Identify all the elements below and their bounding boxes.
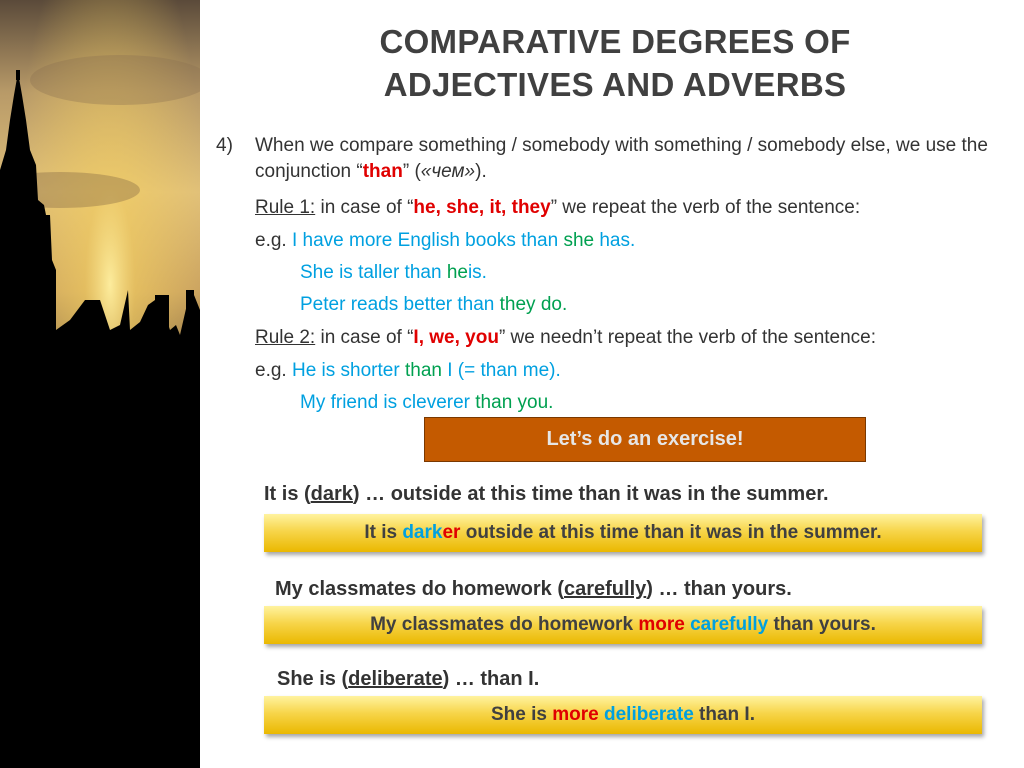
point-text-a: When we compare something / somebody with something / somebody else, we use the conjunction “	[255, 135, 988, 182]
question-text-a: My classmates do homework (	[275, 578, 564, 600]
rule1-label: Rule 1:	[255, 197, 316, 218]
russian-word: «чем»	[420, 161, 476, 182]
example-part-a: My friend is cleverer	[300, 392, 470, 413]
exercise-question-3	[277, 668, 539, 691]
rule1-example-1	[255, 228, 635, 254]
exercise-answer-2[interactable]	[264, 606, 982, 644]
title-line-1: COMPARATIVE DEGREES OF	[379, 23, 851, 60]
exercise-answer-1[interactable]	[264, 514, 982, 552]
point-text-c: ).	[475, 161, 487, 182]
rule1-text-b: ” we repeat the verb of the sentence:	[550, 197, 861, 218]
rule1-example-3	[300, 292, 567, 318]
rule2-text-a: in case of “	[315, 327, 414, 348]
question-text-b: ) … than I.	[442, 668, 540, 690]
rule2-example-2	[300, 390, 553, 416]
example-part-a: I have more English books than	[291, 230, 559, 251]
example-part-a: She is taller than	[300, 262, 442, 283]
example-part-b: than you.	[475, 392, 554, 413]
answer-blue-word: carefully	[690, 614, 769, 635]
rule2-example-1	[255, 358, 561, 384]
answer-red-word: more	[552, 704, 599, 725]
point-paragraph	[255, 133, 995, 185]
exercise-question-2	[275, 578, 792, 601]
rule1-line	[255, 195, 860, 221]
example-part-b: than	[404, 360, 442, 381]
question-text-b: ) … outside at this time than it was in the summer.	[352, 483, 829, 505]
exercise-answer-3[interactable]	[264, 696, 982, 734]
answer-text-b: than I.	[693, 704, 755, 725]
question-word: carefully	[563, 578, 647, 600]
rule1-text-a: in case of “	[315, 197, 414, 218]
example-part-c: has.	[599, 230, 636, 251]
rule2-text-b: ” we needn’t repeat the verb of the sentence:	[498, 327, 877, 348]
rule2-label: Rule 2:	[255, 327, 316, 348]
question-word: dark	[310, 483, 353, 505]
question-text-a: She is (	[277, 668, 349, 690]
question-text-a: It is (	[264, 483, 311, 505]
slide-title	[230, 20, 1000, 106]
sunset-silhouette-image	[0, 0, 200, 768]
point-number: 4)	[216, 135, 233, 156]
exercise-question-1	[264, 483, 829, 506]
question-text-b: ) … than yours.	[646, 578, 792, 600]
question-word: deliberate	[348, 668, 443, 690]
answer-text-a: It is	[364, 522, 403, 543]
answer-red-word: more	[638, 614, 685, 635]
title-line-2: ADJECTIVES AND ADVERBS	[383, 66, 847, 103]
point-text-b: ” (	[402, 161, 421, 182]
rule2-line	[255, 325, 876, 351]
rule2-pronouns: I, we, you	[413, 327, 499, 348]
answer-text-b: than yours.	[768, 614, 876, 635]
example-prefix: e.g.	[255, 360, 287, 381]
example-prefix: e.g.	[255, 230, 287, 251]
example-part-c: I (= than me).	[447, 360, 561, 381]
example-part-b: he	[446, 262, 468, 283]
example-part-c: is.	[467, 262, 487, 283]
answer-blue-word: deliberate	[604, 704, 694, 725]
example-part-b: they do.	[499, 294, 568, 315]
answer-text-b: outside at this time than it was in the summer.	[460, 522, 882, 543]
answer-text-a: My classmates do homework	[370, 614, 639, 635]
answer-text-a: She is	[491, 704, 553, 725]
example-part-b: she	[563, 230, 595, 251]
rule1-pronouns: he, she, it, they	[413, 197, 551, 218]
answer-blue-word: dark	[402, 522, 443, 543]
than-word: than	[362, 161, 403, 182]
example-part-a: He is shorter	[291, 360, 400, 381]
example-part-a: Peter reads better than	[300, 294, 495, 315]
answer-red-word: er	[442, 522, 461, 543]
rule1-example-2	[300, 260, 487, 286]
exercise-button[interactable]: Let’s do an exercise!	[424, 417, 866, 462]
